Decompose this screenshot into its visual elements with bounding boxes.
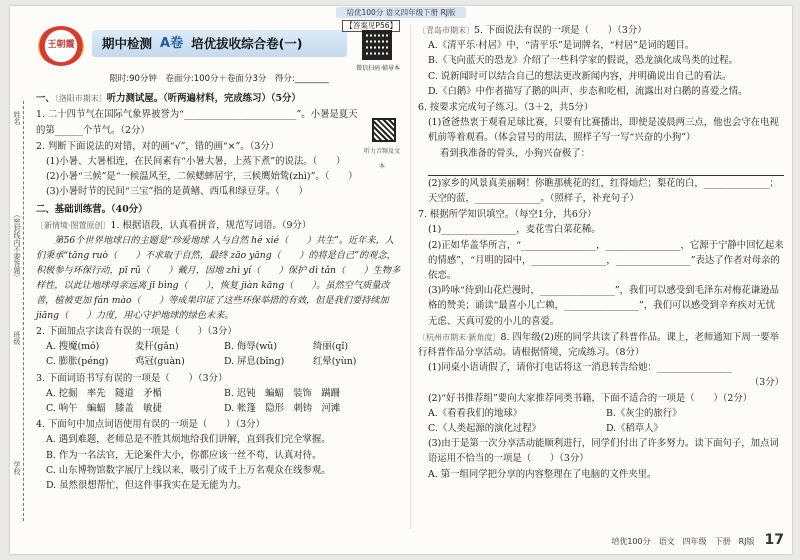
question-4-options-row-2 — [36, 354, 402, 369]
listening-qr-caption: 听力音频及文本 — [363, 148, 400, 171]
question-8-item-2: (2)家乡的风景真美丽啊！你瞧那桃花的红，红得灿烂；梨花的白，______________；天空的蓝，______________。（照样子，补充句子） — [428, 177, 779, 205]
question-8-item-1: (1)爸爸热衷于观看足球比赛，只要有比赛播出，即使是凌晨两三点，他也会守在电视机前等着观看。（体会冒号的用法，照样子写一写“兴奋的小狗”） — [428, 117, 779, 144]
listening-qr-icon[interactable] — [372, 118, 396, 142]
brand-logo-icon: 王朝霞 — [38, 26, 84, 66]
option[interactable]: A.《看看我们的地球》 — [428, 407, 523, 419]
cut-line-area — [10, 101, 28, 521]
question-2-item-3: (3)小暑时节的民间“三宝”指的是黄鳝、西瓜和绿豆芽。（ ） — [46, 186, 308, 198]
option[interactable]: C. 响午 蝙蝠 膝盖 敏捷 — [46, 403, 162, 415]
question-9-item-3: (3)吟咏“待到山花烂漫时，________________”，我们可以感受到毛泽东对梅花谦逊品格的赞美；诵读“最喜小儿亡赖，________________”，我们可以感受到辛弃疾对无忧无虑、天真可爱的小儿的喜爱。 — [428, 285, 779, 327]
option[interactable]: A. 挖掘 率先 隧道 矛楯 — [46, 387, 162, 399]
option[interactable]: D. 虽然很想帮忙，但这件事我实在是无能为力。 — [46, 480, 247, 492]
exam-name: 期中检测 — [102, 35, 153, 51]
question-9: 7. 根据所学知识填空。（每空1分，共6分） — [418, 209, 597, 221]
question-1: 1. 二十四节气在国际气象界被誉为“________________________”。小暑是夏天的第______个节气。（2分） — [36, 109, 358, 136]
question-8-prompt: 看到我准备的骨头，小狗兴奋极了： — [440, 147, 591, 159]
option[interactable]: A. 第一组同学把分享的内容整理在了电脑的文件夹里。 — [428, 468, 657, 480]
qr-code-icon[interactable] — [362, 30, 392, 60]
question-5-options — [36, 386, 402, 416]
question-10-item-3: (3)由于是第一次分享活动能顺利进行，同学们付出了许多努力。读下面句子，加点词语运用不恰当的一项是（ ）（3分） — [428, 438, 779, 465]
question-10-item-1-score: （3分） — [749, 377, 784, 389]
option[interactable]: A.《清平乐·村居》中，“清平乐”是词牌名，“村居”是词的题目。 — [428, 40, 695, 52]
question-2: 2. 判断下面说法的对错，对的画“√”，错的画“×”。（3分） — [36, 140, 280, 152]
question-9-item-2: (2)正如华盖华所言，“________________，________________，它源于宁静中回忆起来的情感”，“月明的园中，________________，________________”表达了作者对母亲的依恋。 — [428, 239, 784, 282]
question-3: 〔新情境·图置原创〕1. 根据语段，认真看拼音，规范写词语。（9分） — [36, 219, 312, 231]
option[interactable]: B. 作为一名法官，无论案件大小，你都应该一丝不苟，认真对待。 — [46, 449, 322, 461]
exam-page — [10, 6, 792, 554]
question-2-item-2: (2)小暑“三候”是“一候温风至，二候蟋蟀居宇，三候鹰始鸷(zhì)”。（ ） — [46, 171, 358, 183]
series-name: 培优100分 语文 四年级 下册 RJ版 — [611, 537, 755, 546]
paper-title: 培优拔收综合卷(一) — [191, 35, 303, 51]
option[interactable]: A. 遇到难题，老师总是不胜其烦地给我们讲解，直到我们完全掌握。 — [46, 434, 331, 446]
paper-version: A卷 — [160, 35, 184, 51]
option[interactable]: C. 山东博物馆数字展厅上线以来，吸引了成千上万名观众在线参观。 — [46, 464, 331, 476]
column-divider — [410, 24, 411, 529]
section-2-title: 二、基础训练营。（40分） — [36, 203, 148, 215]
question-4-options-row-1 — [36, 339, 402, 354]
option[interactable]: C.《人类起源的演化过程》 — [428, 423, 541, 435]
question-7: 〔青岛市期末〕5. 下面说法有误的一项是（ ）（3分） — [418, 25, 647, 36]
top-banner: 培优100分 语文四年级下册 RJ版 — [10, 6, 792, 19]
section-1-title: 一、〔洛阳市期末〕听力测试屋。（听两遍材料，完成练习）（5分） — [36, 93, 301, 105]
option[interactable]: B. 侮辱(wǔ) — [224, 341, 277, 353]
left-column — [36, 22, 402, 542]
question-2-item-1: (1)小暑、大暑相连，在民间素有“小暑大暑，上蒸下煮”的说法。（ ） — [46, 156, 346, 168]
option[interactable]: 麦秆(gǎn) — [135, 341, 179, 353]
question-10-item-2-options — [418, 406, 784, 436]
side-note: （密封线内不要答题） — [13, 211, 21, 281]
cut-dashed-line — [23, 101, 24, 521]
school-label: 学校 — [13, 461, 21, 475]
option[interactable]: C. 说新闻时可以结合自己的想法更改新闻内容，并明确说出自己的看法。 — [428, 70, 732, 82]
question-5: 3. 下面词语书写有误的一项是（ ）（3分） — [36, 372, 228, 384]
option[interactable]: A. 搜魔(mó) — [46, 341, 100, 353]
question-10-item-2: (2)“好书推荐组”要向大家推荐同类书籍，下面不适合的一项是（ ）（2分） — [428, 392, 753, 404]
question-10: 〔杭州市期末·新角度〕8. 四年级(2)班的同学共读了科普作品。课上，老师通知下周一要举行科普作品分享活动。请根据情境，完成练习。（8分） — [418, 331, 779, 359]
exam-header — [36, 22, 402, 72]
answer-line[interactable] — [428, 161, 784, 176]
option[interactable]: D.《稻草人》 — [606, 423, 664, 435]
question-10-item-1: (1)同桌小语请假了，请你打电话将这一消息转告给她：________________ — [428, 362, 732, 374]
name-label: 姓名 — [13, 111, 21, 125]
exam-meta: 限时:90分钟 卷面分:100分＋卷面分3分 得分:________ — [109, 74, 329, 84]
page-footer — [611, 532, 784, 548]
option[interactable]: D. 帐篷 隐形 刺铸 河滩 — [224, 403, 341, 415]
answer-reference: 【答案见P56】 — [342, 20, 400, 32]
option[interactable]: 鸡冠(guàn) — [135, 356, 185, 368]
option[interactable]: B.《飞向蓝天的恐龙》介绍了一些科学家的假说，恐龙演化成鸟类的过程。 — [428, 55, 738, 67]
option[interactable]: D. 屏息(bǐng) — [224, 356, 285, 368]
question-6: 4. 下面句中加点词语使用有误的一项是（ ）（3分） — [36, 419, 265, 431]
option[interactable]: B.《灰尘的旅行》 — [606, 407, 682, 419]
right-column — [418, 22, 784, 542]
class-label: 班级 — [13, 331, 21, 345]
question-3-passage: 第56个世界地球日的主题是“珍爱地球 人与自然 hé xié（ ）共生”。近年来，人们秉承“tāng ruò（ ）不求取于自然，最终 zāo yāng（ ）的将是自己”的观念，积极参与环保行动，pī rǔ（ ）戴月，因地 zhì yí（ ）保护 dì tǎn（ ）生物多样性，以此让地球母亲远离 jī bìng（ ），恢复 jiàn kāng（ ）。虽然空气质量改善，植被更加 fán mào（ ）等成果印证了这些环保举措的有效，但是我们要持续加 jiāng（ ）力度，用心守护地球的绿色未来。 — [36, 235, 401, 322]
option[interactable]: B. 迟钝 蝙蝠 装饰 蹒跚 — [224, 387, 340, 399]
option[interactable]: 红晕(yùn) — [313, 356, 357, 368]
question-4: 2. 下面加点字读音有误的一项是（ ）（3分） — [36, 326, 237, 338]
qr-caption: 微信扫码·辅导本 — [356, 65, 400, 72]
question-9-item-1: (1)________________，麦花雪白菜花稀。 — [428, 224, 601, 236]
option[interactable]: 绮丽(qǐ) — [313, 341, 349, 353]
page-number: 17 — [764, 532, 784, 548]
option[interactable]: D.《白鹅》中作者描写了鹅的叫声、步态和吃相，流露出对白鹅的喜爱之情。 — [428, 85, 748, 97]
title-banner — [92, 30, 347, 57]
option[interactable]: C. 膨胀(péng) — [46, 356, 109, 368]
question-8: 6. 按要求完成句子练习。（3＋2，共5分） — [418, 102, 594, 114]
